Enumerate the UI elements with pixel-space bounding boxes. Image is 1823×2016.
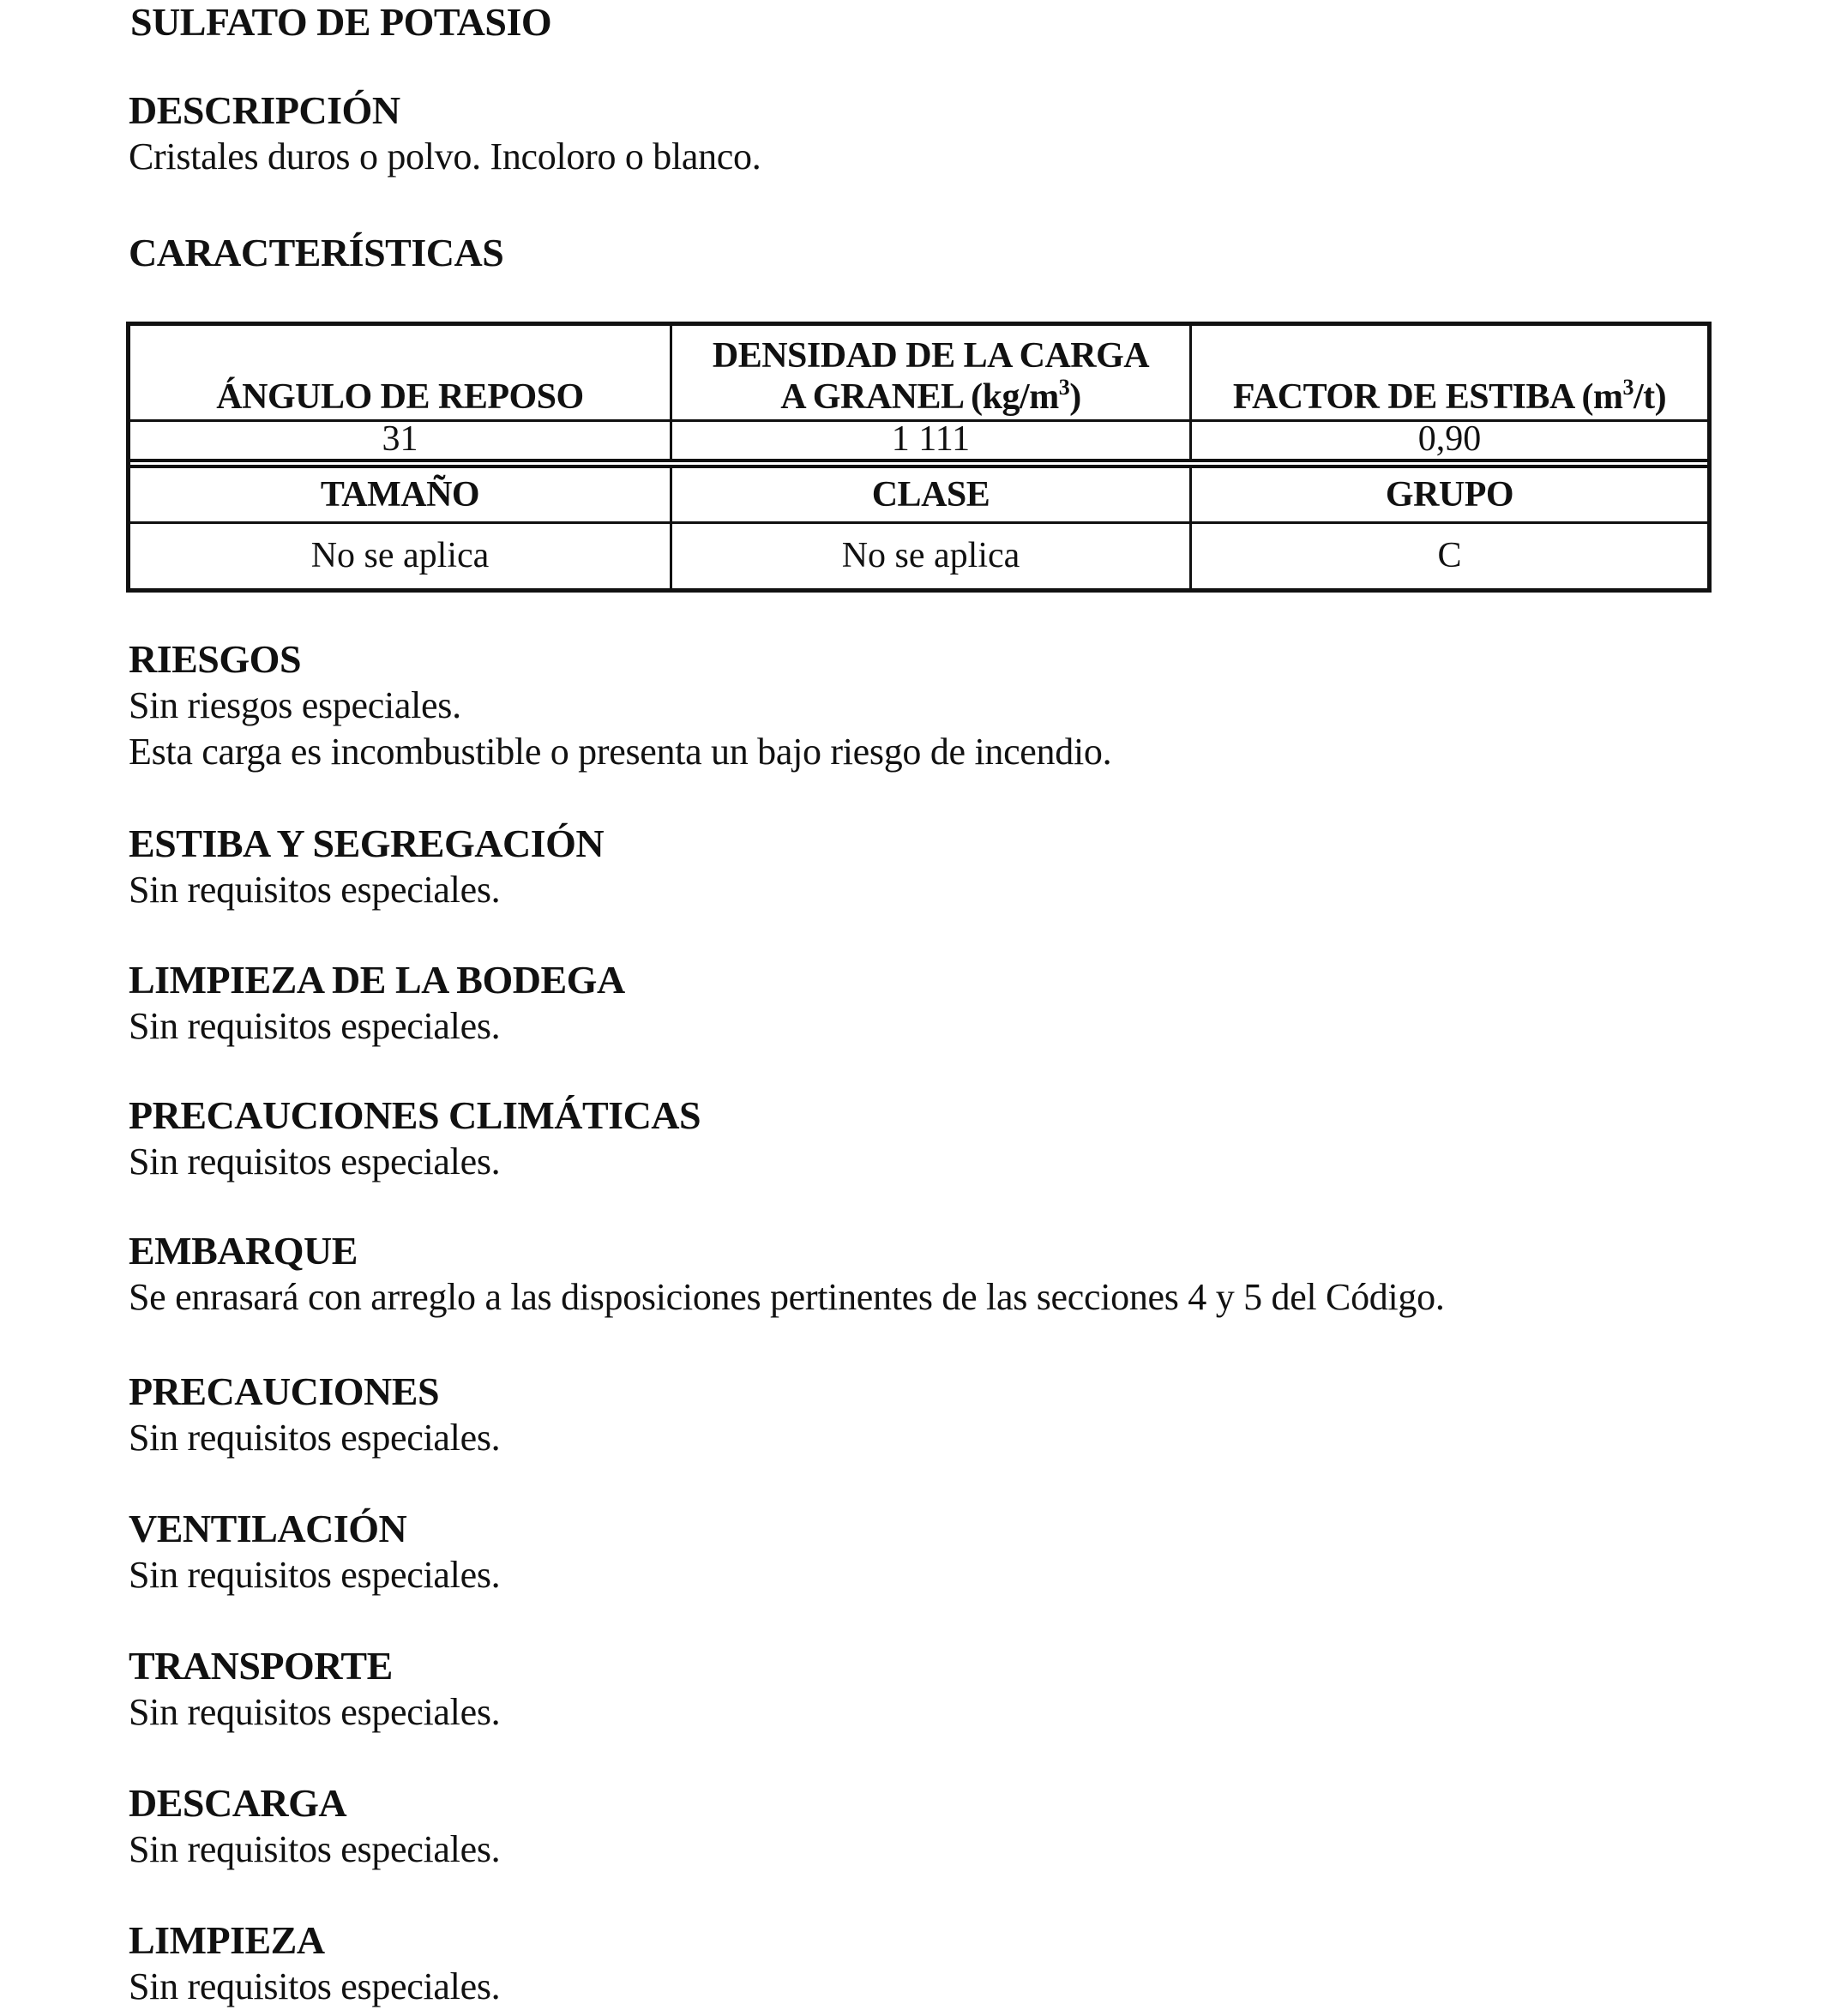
section-limpieza-bodega [129, 957, 625, 1050]
section-heading: PRECAUCIONES CLIMÁTICAS [129, 1093, 701, 1137]
section-heading: EMBARQUE [129, 1229, 358, 1273]
section-text: Sin requisitos especiales. [129, 869, 501, 911]
section-heading: VENTILACIÓN [129, 1507, 407, 1550]
header-tamano: TAMAÑO [130, 468, 672, 521]
section-precauciones [129, 1369, 500, 1461]
section-text: Sin requisitos especiales. [129, 1965, 501, 2007]
section-heading: CARACTERÍSTICAS [129, 231, 504, 274]
section-text: Sin requisitos especiales. [129, 1417, 501, 1459]
section-text: Sin requisitos especiales. [129, 1554, 501, 1596]
document-title: SULFATO DE POTASIO [130, 0, 552, 44]
section-text: Sin riesgos especiales. [129, 684, 461, 726]
section-descarga [129, 1780, 500, 1873]
section-heading: LIMPIEZA [129, 1918, 325, 1962]
section-precauciones-climaticas [129, 1092, 701, 1185]
header-densidad [672, 326, 1192, 419]
section-heading: LIMPIEZA DE LA BODEGA [129, 958, 625, 1002]
section-text: Cristales duros o polvo. Incoloro o blanco. [129, 135, 761, 178]
table-row [130, 419, 1707, 468]
table-header-row [130, 326, 1707, 422]
section-heading: PRECAUCIONES [129, 1369, 440, 1413]
section-descripcion [129, 87, 761, 180]
value-clase: No se aplica [672, 522, 1192, 589]
header-densidad-line2: A GRANEL $(kg/m^3)$ [780, 375, 1081, 417]
section-text: Sin requisitos especiales. [129, 1691, 501, 1733]
header-densidad-line1: DENSIDAD DE LA CARGA [712, 336, 1150, 376]
header-grupo: GRUPO [1385, 475, 1514, 515]
section-heading: TRANSPORTE [129, 1644, 393, 1688]
value-grupo: C [1437, 536, 1462, 575]
section-text: Se enrasará con arreglo a las disposiciones pertinentes de las secciones 4 y 5 del Código. [129, 1276, 1445, 1318]
value-factor: 0,90 [1417, 419, 1482, 459]
section-riesgos [129, 636, 1111, 775]
section-text: Sin requisitos especiales. [129, 1140, 501, 1183]
table-header-row [130, 468, 1707, 524]
table-row [130, 522, 1707, 589]
section-text: Esta carga es incombustible o presenta un bajo riesgo de incendio. [129, 731, 1112, 773]
header-angulo: ÁNGULO DE REPOSO [130, 326, 672, 419]
section-ventilacion [129, 1506, 500, 1598]
section-heading: ESTIBA Y SEGREGACIÓN [129, 821, 605, 865]
header-clase: CLASE [672, 468, 1192, 521]
section-embarque [129, 1228, 1445, 1321]
section-text: Sin requisitos especiales. [129, 1828, 501, 1870]
section-limpieza [129, 1917, 500, 2010]
section-caracteristicas [129, 230, 503, 276]
characteristics-table [126, 322, 1712, 593]
section-estiba [129, 821, 604, 913]
section-heading: RIESGOS [129, 637, 302, 681]
section-transporte [129, 1643, 500, 1736]
section-text: Sin requisitos especiales. [129, 1005, 501, 1047]
value-densidad: 1 111 [672, 419, 1192, 459]
section-heading: DESCRIPCIÓN [129, 88, 400, 132]
header-factor: FACTOR DE ESTIBA $(m^3/t)$ [1232, 375, 1667, 417]
section-heading: DESCARGA [129, 1781, 347, 1825]
value-angulo: 31 [130, 419, 672, 459]
value-tamano: No se aplica [130, 522, 672, 589]
